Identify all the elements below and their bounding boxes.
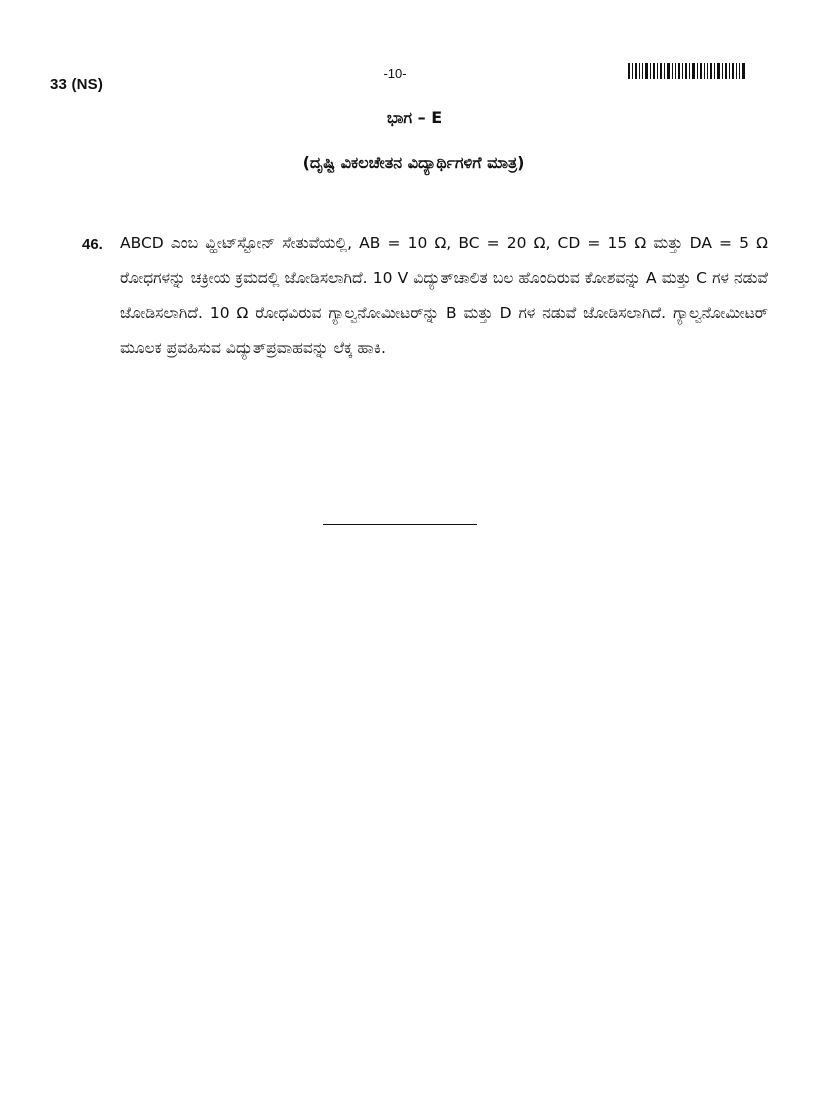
barcode [628,63,746,79]
end-of-section-rule [323,524,477,525]
question-text: ABCD ಎಂಬ ವ್ಹೀಟ್‌ಸ್ಟೋನ್ ಸೇತುವೆಯಲ್ಲಿ, AB = 10 Ω, BC = 20 Ω, CD = 15 Ω ಮತ್ತು DA = 5 Ω ರೋಧಗಳನ್ನು ಚಕ್ರೀಯ ಕ್ರಮದಲ್ಲಿ ಜೋಡಿಸಲಾಗಿದೆ. 10 V ವಿದ್ಯುತ್‌ಚಾಲಿತ ಬಲ ಹೊಂದಿರುವ ಕೋಶವನ್ನು A ಮತ್ತು C ಗಳ ನಡುವೆ ಜೋಡಿಸಲಾಗಿದೆ. 10 Ω ರೋಧವಿರುವ ಗ್ಯಾಲ್ವನೋಮೀಟರ್‌ನ್ನು B ಮತ್ತು D ಗಳ ನಡುವೆ ಜೋಡಿಸಲಾಗಿದೆ. ಗ್ಯಾಲ್ವನೋಮೀಟರ್ ಮೂಲಕ ಪ್ರವಹಿಸುವ ವಿದ್ಯುತ್‌ಪ್ರವಾಹವನ್ನು ಲೆಕ್ಕ ಹಾಕಿ. [120,234,768,357]
page-number: -10- [383,66,407,81]
section-subheading: (ದೃಷ್ಟಿ ವಿಕಲಚೇತನ ವಿದ್ಯಾರ್ಥಿಗಳಿಗೆ ಮಾತ್ರ) [302,153,525,172]
section-heading [0,108,827,128]
question-number: 46. [82,236,103,253]
section-heading-text: ಭಾಗ – E [386,108,443,127]
paper-code: 33 (NS) [50,76,104,93]
